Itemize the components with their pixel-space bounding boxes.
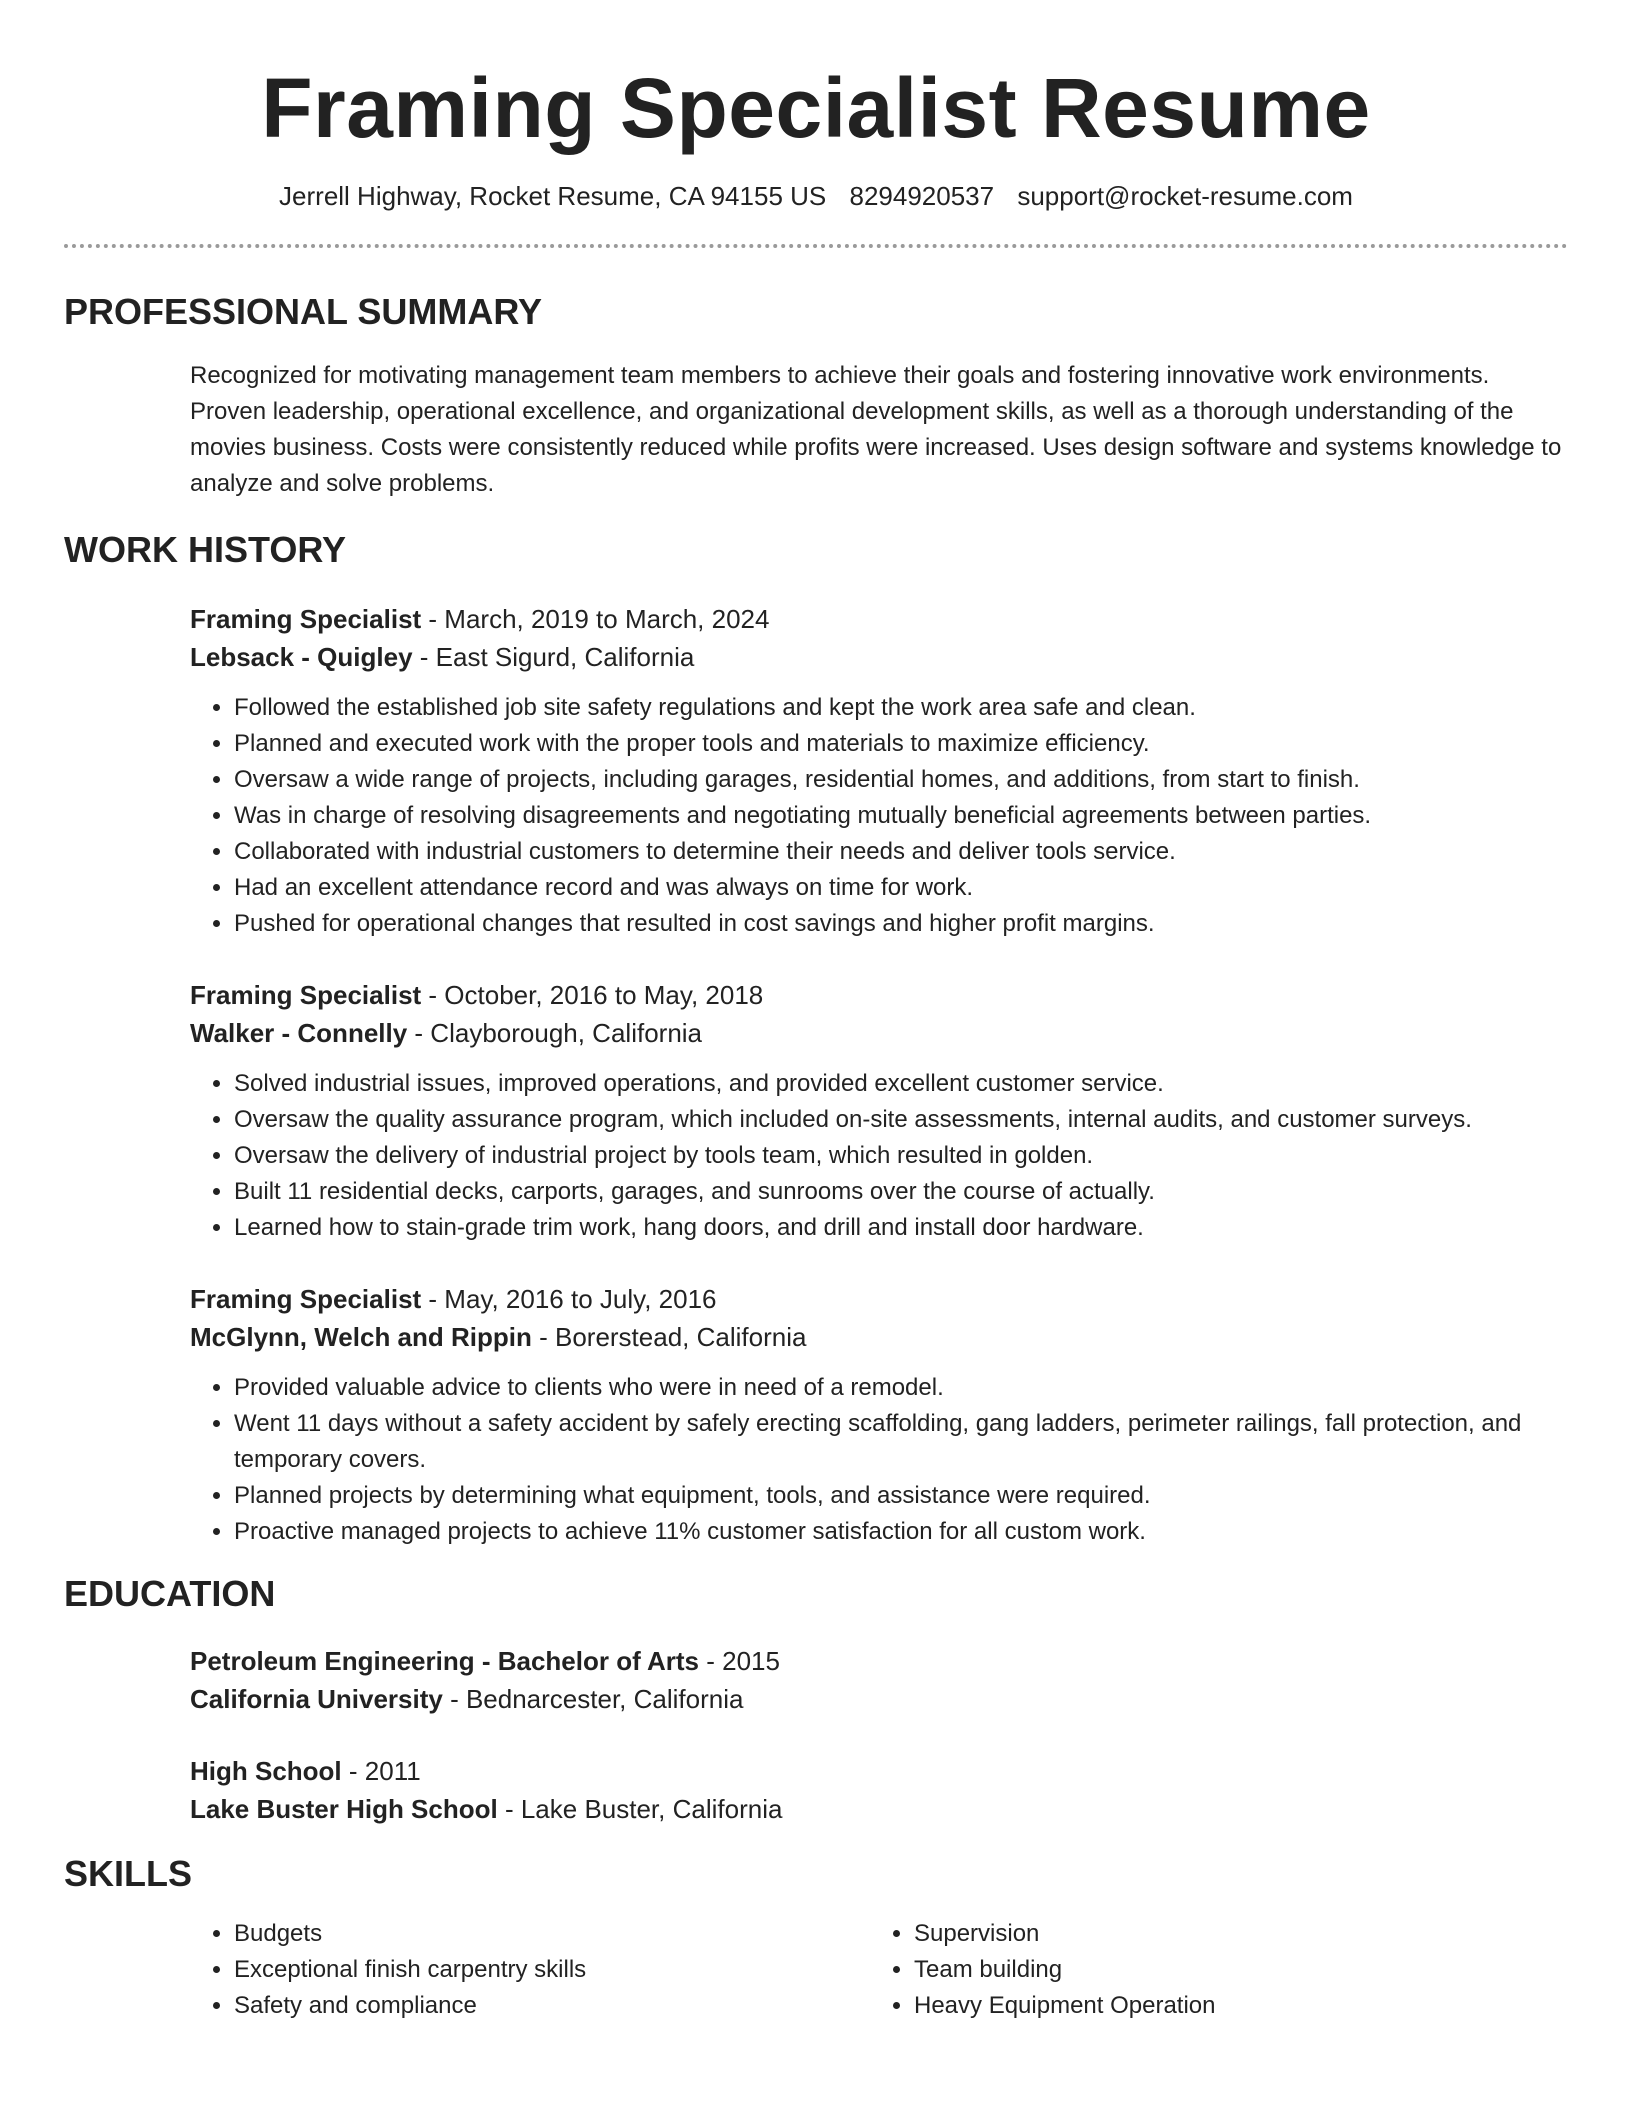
- job-bullet: • Collaborated with industrial customers to determine their needs and deliver tools service.: [234, 834, 1568, 870]
- section-title-work-history: WORK HISTORY: [64, 529, 347, 570]
- job-title-line: [190, 1280, 1568, 1318]
- skills-column-left: [190, 1916, 870, 2024]
- job-dates: - March, 2019 to March, 2024: [421, 604, 770, 634]
- skills-list: [190, 1916, 1568, 2024]
- section-title-summary: PROFESSIONAL SUMMARY: [64, 291, 543, 332]
- contact-address: Jerrell Highway, Rocket Resume, CA 94155 US: [279, 181, 827, 211]
- job-bullet: • Followed the established job site safety regulations and kept the work area safe and clean.: [234, 690, 1568, 726]
- job-title: Framing Specialist: [190, 604, 422, 634]
- job-company-line: [190, 638, 1568, 676]
- job-bullet: • Pushed for operational changes that resulted in cost savings and higher profit margins.: [234, 906, 1568, 942]
- edu-year: - 2011: [341, 1756, 421, 1786]
- job-entry: [190, 600, 1568, 942]
- contact-phone: 8294920537: [849, 181, 995, 211]
- job-entry: [190, 976, 1568, 1246]
- job-entry: [190, 1280, 1568, 1550]
- job-dates: - October, 2016 to May, 2018: [421, 980, 764, 1010]
- job-bullet: • Proactive managed projects to achieve 11% customer satisfaction for all custom work.: [234, 1514, 1568, 1550]
- edu-location: - Bednarcester, California: [442, 1684, 744, 1714]
- summary-text: Recognized for motivating management team members to achieve their goals and fostering innovative work environments. Proven leadership, operational excellence, and organizational development skills, as well as a thorough understanding of the movies business. Costs were consistently reduced while profits were increased. Uses design software and systems knowledge to analyze and solve problems.: [190, 362, 1562, 497]
- job-title: Framing Specialist: [190, 980, 422, 1010]
- job-bullet: • Learned how to stain-grade trim work, hang doors, and drill and install door hardware.: [234, 1210, 1568, 1246]
- job-title-line: [190, 976, 1568, 1014]
- job-title: Framing Specialist: [190, 1284, 422, 1314]
- job-company: McGlynn, Welch and Rippin: [190, 1322, 532, 1352]
- education-entry: [190, 1642, 1568, 1718]
- contact-email: support@rocket-resume.com: [1017, 181, 1353, 211]
- job-location: - East Sigurd, California: [412, 642, 695, 672]
- job-bullet: • Planned projects by determining what equipment, tools, and assistance were required.: [234, 1478, 1568, 1514]
- job-bullet: • Solved industrial issues, improved operations, and provided excellent customer service.: [234, 1066, 1568, 1102]
- job-bullet: • Went 11 days without a safety accident by safely erecting scaffolding, gang ladders, perimeter railings, fall protection, and temporary covers.: [234, 1406, 1568, 1478]
- skill-item: • Safety and compliance: [234, 1988, 870, 2024]
- job-bullet: • Provided valuable advice to clients who were in need of a remodel.: [234, 1370, 1568, 1406]
- header-divider: [64, 244, 1568, 248]
- edu-year: - 2015: [699, 1646, 780, 1676]
- job-bullets: [190, 690, 1568, 942]
- job-bullet: • Planned and executed work with the proper tools and materials to maximize efficiency.: [234, 726, 1568, 762]
- job-company: Lebsack - Quigley: [190, 642, 413, 672]
- skill-item: • Supervision: [914, 1916, 1550, 1952]
- edu-school-line: [190, 1680, 1568, 1718]
- job-location: - Borerstead, California: [531, 1322, 807, 1352]
- edu-location: - Lake Buster, California: [497, 1794, 783, 1824]
- job-bullets: [190, 1066, 1568, 1246]
- skill-item: • Team building: [914, 1952, 1550, 1988]
- edu-school-line: [190, 1790, 1568, 1828]
- skill-item: • Heavy Equipment Operation: [914, 1988, 1550, 2024]
- contact-line: [64, 178, 1568, 214]
- job-dates: - May, 2016 to July, 2016: [421, 1284, 717, 1314]
- job-bullets: [190, 1370, 1568, 1550]
- job-title-line: [190, 600, 1568, 638]
- job-bullet: • Built 11 residential decks, carports, garages, and sunrooms over the course of actually.: [234, 1174, 1568, 1210]
- skills-column-right: [870, 1916, 1550, 2024]
- edu-degree: Petroleum Engineering - Bachelor of Arts: [190, 1646, 700, 1676]
- job-location: - Clayborough, California: [407, 1018, 703, 1048]
- section-title-skills: SKILLS: [64, 1853, 193, 1894]
- edu-degree-line: [190, 1752, 1568, 1790]
- job-company-line: [190, 1014, 1568, 1052]
- edu-school: Lake Buster High School: [190, 1794, 498, 1824]
- skill-item: • Exceptional finish carpentry skills: [234, 1952, 870, 1988]
- education-entry: [190, 1752, 1568, 1828]
- job-company-line: [190, 1318, 1568, 1356]
- job-bullet: • Had an excellent attendance record and was always on time for work.: [234, 870, 1568, 906]
- skill-item: • Budgets: [234, 1916, 870, 1952]
- resume-title: Framing Specialist Resume: [261, 61, 1371, 155]
- resume-page: [64, 0, 1568, 2024]
- job-bullet: • Oversaw the quality assurance program, which included on-site assessments, internal audits, and customer surveys.: [234, 1102, 1568, 1138]
- edu-school: California University: [190, 1684, 443, 1714]
- job-bullet: • Oversaw a wide range of projects, including garages, residential homes, and additions, from start to finish.: [234, 762, 1568, 798]
- section-title-education: EDUCATION: [64, 1573, 276, 1614]
- job-company: Walker - Connelly: [190, 1018, 408, 1048]
- edu-degree-line: [190, 1642, 1568, 1680]
- edu-degree: High School: [190, 1756, 342, 1786]
- job-bullet: • Oversaw the delivery of industrial project by tools team, which resulted in golden.: [234, 1138, 1568, 1174]
- job-bullet: • Was in charge of resolving disagreements and negotiating mutually beneficial agreements between parties.: [234, 798, 1568, 834]
